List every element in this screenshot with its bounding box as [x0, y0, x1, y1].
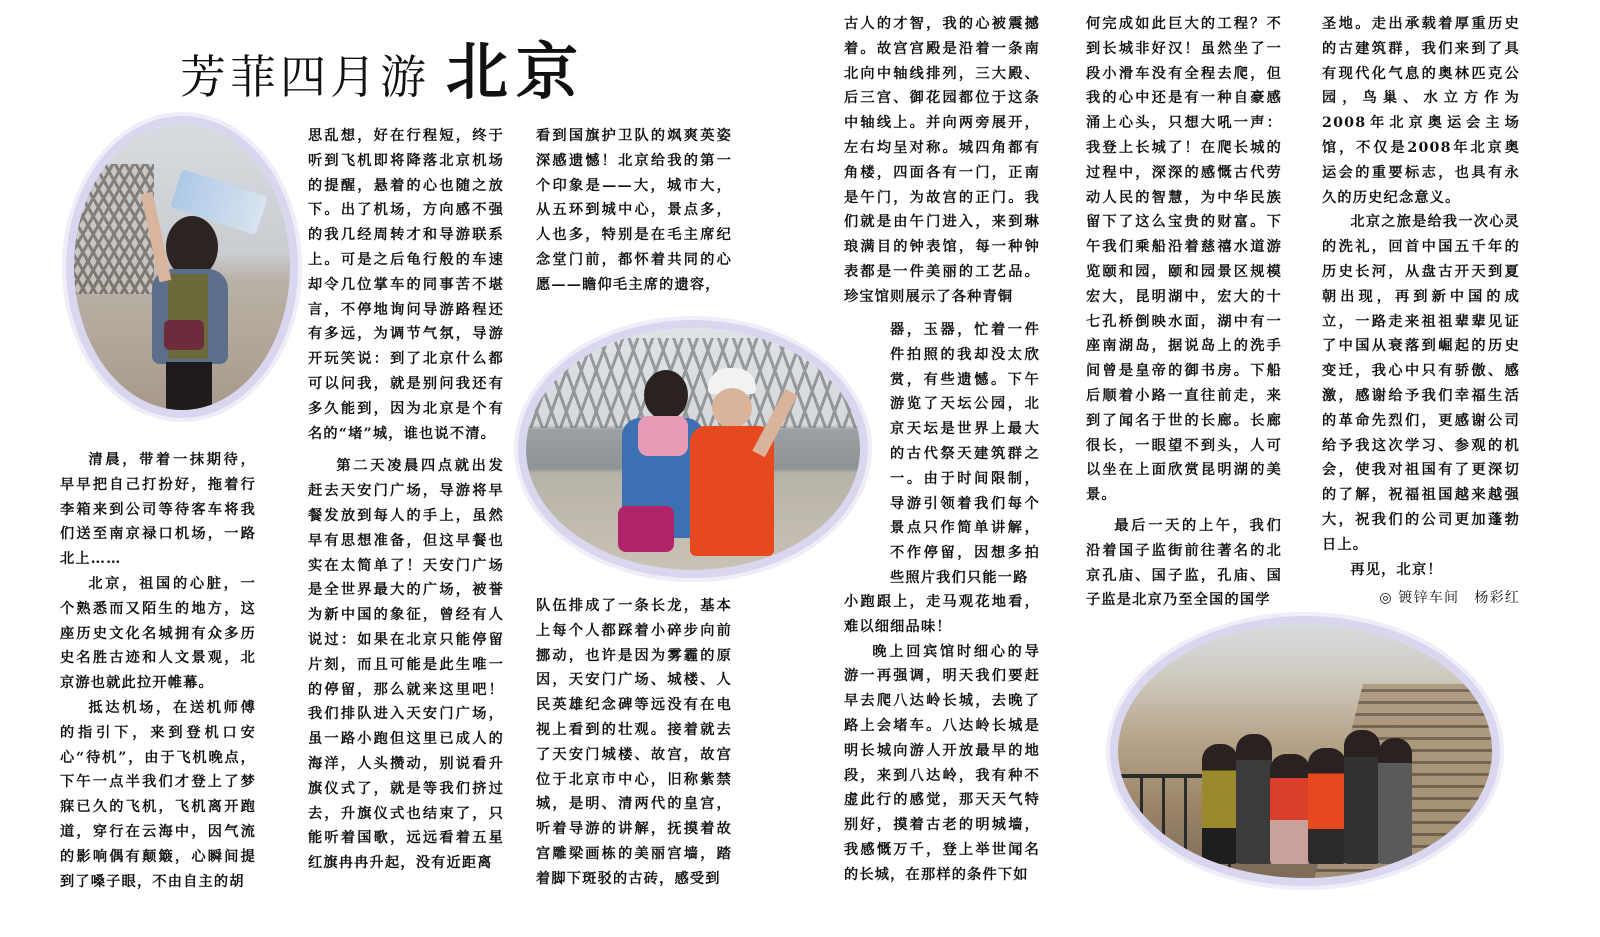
- woman-bag: [164, 320, 204, 350]
- left-woman-bag: [618, 506, 674, 552]
- paragraph: 何完成如此巨大的工程？不到长城非好汉！虽然坐了一段小滑车没有全程去爬，但我的心中还是有一种自豪感涌上心头，只想大吼一声：我登上长城了！在爬长城的过程中，深深的感慨古代劳动人民的智慧，为中华民族留下了这么宝贵的财富。下午我们乘船沿着慈禧水道游览颐和园，颐和园景区规模宏大，昆明湖中，宏大的十七孔桥倒映水面，湖中有一座南湖岛，据说岛上的洗手间曾是皇帝的御书房。下船后顺着小路一直往前走，来到了闻名于世的长廊。长廊很长，一眼望不到头，人可以坐在上面欣赏昆明湖的美景。: [1086, 16, 1282, 504]
- photo-two-women: [518, 320, 868, 578]
- right-woman-head: [712, 388, 752, 428]
- photo-woman-waving: [66, 116, 298, 418]
- woman-legs: [166, 362, 212, 418]
- paragraph: 古人的才智，我的心被震撼着。故宫宫殿是沿着一条南北向中轴线排列，三大殿、后三宫、御花园都位于这条中轴线上。并向两旁展开，左右均呈对称。城四角都有角楼，四面各有一门，正南是午门，为故宫的正门。我们就是由午门进入，来到琳琅满目的钟表馆，每一种钟表都是一件美丽的工艺品。珍宝馆则展示了各种青铜: [844, 16, 1040, 305]
- text-column-3-bottom: [536, 594, 732, 892]
- group-people: [1202, 724, 1412, 874]
- paragraph: 看到国旗护卫队的飒爽英姿深感遗憾！北京给我的第一个印象是——大，城市大，从五环到城中心，景点多，人也多，特别是在毛主席纪念堂门前，都怀着共同的心愿——瞻仰毛主席的遗容，: [536, 128, 732, 293]
- person-2: [1236, 734, 1272, 864]
- paragraph: 器，玉器，忙着一件件拍照的我却没太欣赏，有些遗憾。下午游览了天坛公园，北京天坛是世界上最大的古代祭天建筑群之一。由于时间限制，导游引领着我们每个景点只作简单讲解，不作停留，因想多拍些照片我们只能一路: [890, 322, 1040, 586]
- paragraph: 思乱想，好在行程短，终于听到飞机即将降落北京机场的提醒，悬着的心也随之放下。出了机场，方向感不强的我几经周转才和导游联系上。可是之后龟行般的车速却令几位掌车的同事苦不堪言，不停地询问导游路程还有多远，为调节气氛，导游开玩笑说：到了北京什么都可以问我，就是别问我还有多久能到，因为北京是个有名的“堵”城，谁也说不清。: [308, 128, 504, 442]
- person-4: [1308, 748, 1346, 864]
- text-column-6: [1322, 12, 1520, 611]
- paragraph: 北京之旅是给我一次心灵的洗礼，回首中国五千年的历史长河，从盘古开天到夏朝出现，再到新中国的成立，一路走来祖祖辈辈见证了中国从衰落到崛起的历史变迁，我心中只有骄傲、感激，感谢给予我们幸福生活的革命先烈们，更感谢公司给予我这次学习、参观的机会，使我对祖国有了更深切的了解，祝福祖国越来越强大，祝我们的公司更加蓬勃日上。: [1322, 214, 1520, 553]
- title-main: 北京: [446, 35, 587, 108]
- text-column-1: [60, 448, 256, 894]
- paragraph: 第二天凌晨四点就出发赶去天安门广场，导游将早餐发放到每人的手上，虽然早有思想准备，但这早餐也实在太简单了！天安门广场是全世界最大的广场，被誉为新中国的象征，曾经有人说过：如果在北京只能停留片刻，而且可能是此生唯一的停留，那么就来这里吧！我们排队进入天安门广场，虽一路小跑但这里已成人的海洋，人头攒动，别说看升旗仪式了，就是等我们挤过去，升旗仪式也结束了，只能听着国歌，远远看着五星红旗冉冉升起，没有近距离: [308, 458, 504, 872]
- stadium-structure: [74, 164, 154, 294]
- text-column-2: [308, 124, 504, 876]
- person-6: [1378, 738, 1412, 864]
- stadium-lattice: [526, 338, 860, 428]
- title-prefix: 芳菲四月游: [180, 50, 430, 104]
- article-title: [180, 22, 586, 111]
- paragraph: 清晨，带着一抹期待，早早把自己打扮好，拖着行李箱来到公司等待客车将我们送至南京禄口机场，一路北上……: [60, 452, 256, 568]
- left-woman-scarf: [638, 416, 688, 456]
- text-column-4-bottom: [844, 590, 1040, 888]
- left-woman-head: [644, 370, 688, 420]
- paragraph: 圣地。走出承载着厚重历史的古建筑群，我们来到了具有现代化气息的奥林匹克公园，鸟巢、水立方作为2008年北京奥运会主场馆，不仅是2008年北京奥运会的重要标志，也具有永久的历史纪念意义。: [1322, 16, 1520, 206]
- paragraph: 北京，祖国的心脏，一个熟悉而又陌生的地方，这座历史文化名城拥有众多历史名胜古迹和人文景观，北京游也就此拉开帷幕。: [60, 575, 256, 692]
- text-column-5: [1086, 12, 1282, 613]
- person-1: [1202, 744, 1238, 864]
- person-3: [1270, 754, 1310, 864]
- paragraph: 再见，北京！: [1350, 561, 1443, 578]
- paragraph: 小跑跟上，走马观花地看，难以细细品味！: [844, 594, 1040, 635]
- text-column-4-middle: [890, 318, 1040, 591]
- paragraph: 抵达机场，在送机师傅的指引下，来到登机口安心“待机”，由于飞机晚点，下午一点半我们才登上了梦寐已久的飞机，飞机离开跑道，穿行在云海中，因气流的影响偶有颠簸，心瞬间提到了嗓子眼，不由自主的胡: [60, 699, 256, 890]
- person-5: [1344, 730, 1380, 864]
- photo-group-great-wall: [1110, 616, 1500, 886]
- paragraph: 晚上回宾馆时细心的导游一再强调，明天我们要赶早去爬八达岭长城，去晚了路上会堵车。八达岭长城是明长城向游人开放最早的地段，来到八达岭，我有种不虚此行的感觉，那天天气特别好，摸着古老的明城墙，我感慨万千，登上举世闻名的长城，在那样的条件下如: [844, 643, 1040, 883]
- paragraph: 最后一天的上午，我们沿着国子监街前往著名的北京孔庙、国子监，孔庙、国子监是北京乃至全国的国学: [1086, 517, 1282, 609]
- text-column-3-top: [536, 124, 732, 298]
- paragraph: 队伍排成了一条长龙，基本上每个人都踩着小碎步向前挪动，也许是因为雾霾的原因，天安门广场、城楼、人民英雄纪念碑等远没有在电视上看到的壮观。接着就去了天安门城楼、故宫，故宫位于北京市中心，旧称紫禁城，是明、清两代的皇宫，听着导游的讲解，抚摸着故宫雕梁画栋的美丽宫墙，踏着脚下斑驳的古砖，感受到: [536, 598, 732, 887]
- author-signature: ◎ 镀锌车间 杨彩红: [1379, 590, 1520, 607]
- text-column-4-top: [844, 12, 1040, 310]
